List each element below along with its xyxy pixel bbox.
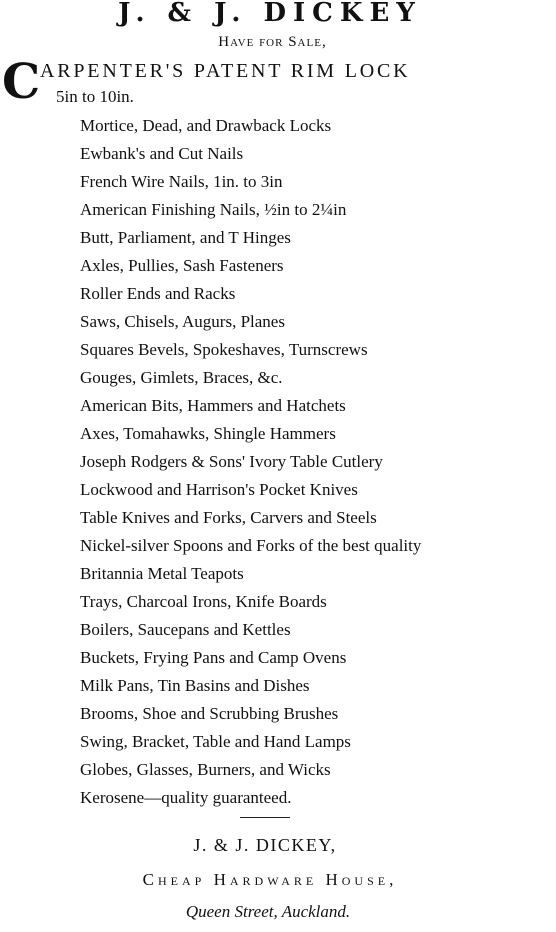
list-item: Kerosene—quality guaranteed. bbox=[80, 788, 292, 807]
list-item: Nickel-silver Spoons and Forks of the best quality bbox=[80, 536, 422, 555]
list-item: Boilers, Saucepans and Kettles bbox=[80, 620, 291, 639]
advertiser-title: J. & J. DICKEY bbox=[118, 0, 422, 28]
list-item: Gouges, Gimlets, Braces, &c. bbox=[80, 368, 283, 387]
divider-rule bbox=[240, 817, 290, 818]
list-item: Milk Pans, Tin Basins and Dishes bbox=[80, 676, 310, 695]
list-item: Axes, Tomahawks, Shingle Hammers bbox=[80, 424, 336, 443]
list-item: Britannia Metal Teapots bbox=[80, 564, 244, 583]
footer-shop-name: Cheap Hardware House, bbox=[142, 870, 398, 889]
list-item: Table Knives and Forks, Carvers and Steels bbox=[80, 508, 377, 527]
list-item: Lockwood and Harrison's Pocket Knives bbox=[80, 480, 358, 499]
list-item: American Finishing Nails, ½in to 2¼in bbox=[80, 200, 347, 219]
list-item: Globes, Glasses, Burners, and Wicks bbox=[80, 760, 331, 779]
list-item: Roller Ends and Racks bbox=[80, 284, 236, 303]
list-item: Ewbank's and Cut Nails bbox=[80, 144, 244, 163]
list-item: Swing, Bracket, Table and Hand Lamps bbox=[80, 732, 351, 751]
list-item: Squares Bevels, Spokeshaves, Turnscrews bbox=[80, 340, 368, 359]
list-item: Mortice, Dead, and Drawback Locks bbox=[80, 116, 332, 135]
list-item: Brooms, Shoe and Scrubbing Brushes bbox=[80, 704, 339, 723]
footer-address: Queen Street, Auckland. bbox=[185, 902, 351, 921]
goods-list bbox=[80, 112, 421, 812]
list-item: Joseph Rodgers & Sons' Ivory Table Cutlery bbox=[80, 452, 383, 471]
footer-advertiser-name: J. & J. DICKEY, bbox=[193, 835, 337, 855]
list-item: Axles, Pullies, Sash Fasteners bbox=[80, 256, 284, 275]
list-item: Saws, Chisels, Augurs, Planes bbox=[80, 312, 285, 331]
list-item: Buckets, Frying Pans and Camp Ovens bbox=[80, 648, 347, 667]
lead-item-headline: ARPENTER'S PATENT RIM LOCK bbox=[40, 60, 411, 82]
lead-item-size: 5in to 10in. bbox=[56, 87, 134, 106]
drop-cap-letter: C bbox=[2, 54, 41, 110]
list-item: French Wire Nails, 1in. to 3in bbox=[80, 172, 283, 191]
list-item: Trays, Charcoal Irons, Knife Boards bbox=[80, 592, 327, 611]
list-item: Butt, Parliament, and T Hinges bbox=[80, 228, 291, 247]
list-item: American Bits, Hammers and Hatchets bbox=[80, 396, 346, 415]
have-for-sale-subtitle: Have for Sale, bbox=[218, 34, 327, 50]
